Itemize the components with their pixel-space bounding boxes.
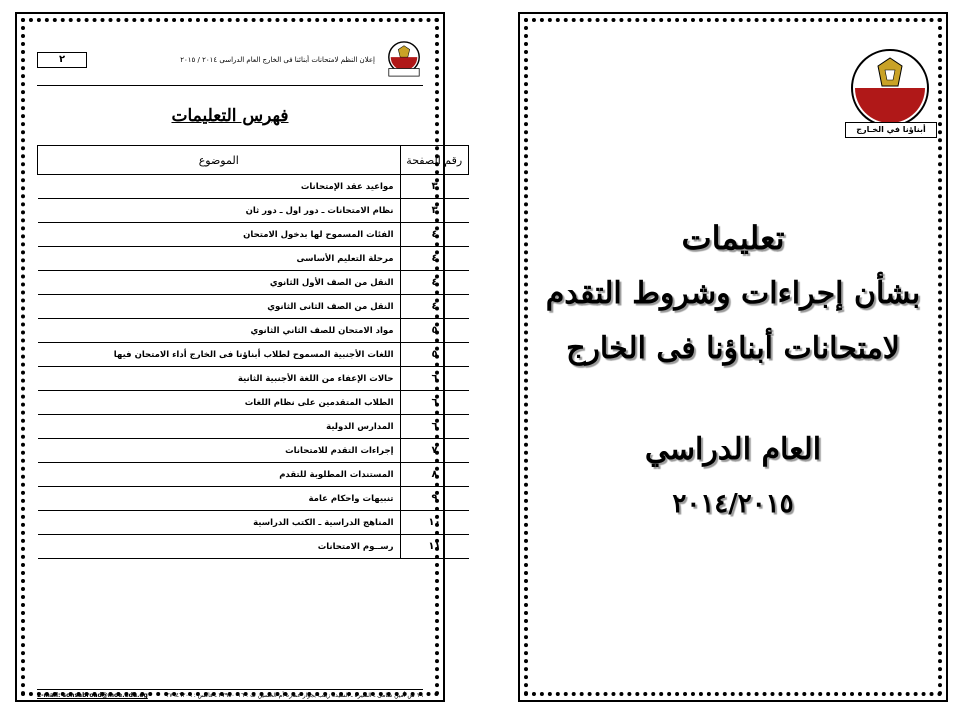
- table-row: [38, 391, 469, 415]
- toc-subject: المناهج الدراسية ـ الكتب الدراسية: [38, 511, 401, 535]
- toc-subject: المدارس الدولية: [38, 415, 401, 439]
- column-header-page: رقم الصفحة: [400, 146, 469, 175]
- toc-page-number: ٥: [400, 343, 469, 367]
- cover-subheading: بشأن إجراءات وشروط التقدم: [545, 276, 921, 311]
- toc-page-number: ٨: [400, 463, 469, 487]
- page-header: [37, 40, 423, 80]
- toc-page-number: ٦: [400, 415, 469, 439]
- toc-table: [37, 145, 469, 559]
- toc-page-number: ٧: [400, 439, 469, 463]
- toc-page-number: ٣: [400, 175, 469, 199]
- table-row: [38, 343, 469, 367]
- toc-page-number: ٤: [400, 223, 469, 247]
- toc-subject: الفئات المسموح لها بدخول الامتحان: [38, 223, 401, 247]
- toc-page-number: ٣: [400, 199, 469, 223]
- table-row: [38, 463, 469, 487]
- toc-page-number: ٦: [400, 367, 469, 391]
- toc-page-number: ٤: [400, 295, 469, 319]
- table-row: [38, 487, 469, 511]
- toc-subject: حالات الإعفاء من اللغة الأجنبية الثانية: [38, 367, 401, 391]
- table-row: [38, 295, 469, 319]
- footer-divider: [37, 689, 423, 690]
- header-text: إعلان النظم لامتحانات أبنائنا فى الخارج العام الدراسى ٢٠١٤ / ٢٠١٥: [180, 56, 375, 64]
- toc-subject: نظام الامتحانات ـ دور اول ـ دور ثان: [38, 199, 401, 223]
- academic-year-label: العام الدراسي: [644, 432, 822, 467]
- header-divider: [37, 85, 423, 86]
- ministry-logo-icon: [385, 40, 423, 78]
- cover-heading: تعليمات: [681, 219, 785, 257]
- table-row: [38, 439, 469, 463]
- table-row: [38, 271, 469, 295]
- toc-subject: النقل من الصف الثانى الثانوي: [38, 295, 401, 319]
- toc-page-number: ٤: [400, 247, 469, 271]
- toc-subject: تنبيهات واحكام عامة: [38, 487, 401, 511]
- toc-page-number: ٥: [400, 319, 469, 343]
- logo-caption: أبناؤنا في الخـارج: [845, 122, 937, 138]
- table-row: [38, 319, 469, 343]
- table-row: [38, 223, 469, 247]
- page-number: ٢: [37, 52, 87, 68]
- toc-page-number: ١٠: [400, 511, 469, 535]
- table-row: [38, 535, 469, 559]
- footer-email: E-mail: sonsabroad@moe.edu.eg: [37, 692, 148, 699]
- toc-page-number: ٦: [400, 391, 469, 415]
- page-footer: [37, 692, 423, 699]
- cover-page: [518, 12, 948, 702]
- table-row: [38, 175, 469, 199]
- toc-subject: مواد الامتحان للصف الثاني الثانوي: [38, 319, 401, 343]
- table-row: [38, 199, 469, 223]
- toc-subject: رســوم الامتحانات: [38, 535, 401, 559]
- toc-subject: اللغات الأجنبية المسموح لطلاب أبناؤنا فى الخارج أداء الامتحان فيها: [38, 343, 401, 367]
- table-row: [38, 367, 469, 391]
- toc-subject: النقل من الصف الأول الثانوي: [38, 271, 401, 295]
- academic-year: ٢٠١٤/٢٠١٥: [672, 489, 794, 519]
- toc-subject: مرحلة التعليم الأساسى: [38, 247, 401, 271]
- toc-title: فهرس التعليمات: [171, 106, 289, 126]
- table-row: [38, 511, 469, 535]
- toc-page-number: ٤: [400, 271, 469, 295]
- toc-subject: إجراءات التقدم للامتحانات: [38, 439, 401, 463]
- toc-page-number: ١١: [400, 535, 469, 559]
- cover-subheading: لامتحانات أبناؤنا فى الخارج: [566, 331, 900, 366]
- toc-page: [15, 12, 463, 702]
- toc-subject: الطلاب المتقدمين على نظام اللغات: [38, 391, 401, 415]
- footer-address: ١٦ ش أمين سامى ـ المنيرة ـ السيدة زينب بجوار عمارة أم الحسين ت : ٢٧٩٤٠٠١٦ ـ فاكس : ٢٧٩٤٦٣٠٩: [166, 692, 423, 699]
- toc-page-number: ٩: [400, 487, 469, 511]
- table-row: [38, 247, 469, 271]
- toc-subject: مواعيد عقد الإمتحانات: [38, 175, 401, 199]
- toc-subject: المستندات المطلوبة للتقدم: [38, 463, 401, 487]
- column-header-subject: الموضوع: [38, 146, 401, 175]
- table-row: [38, 415, 469, 439]
